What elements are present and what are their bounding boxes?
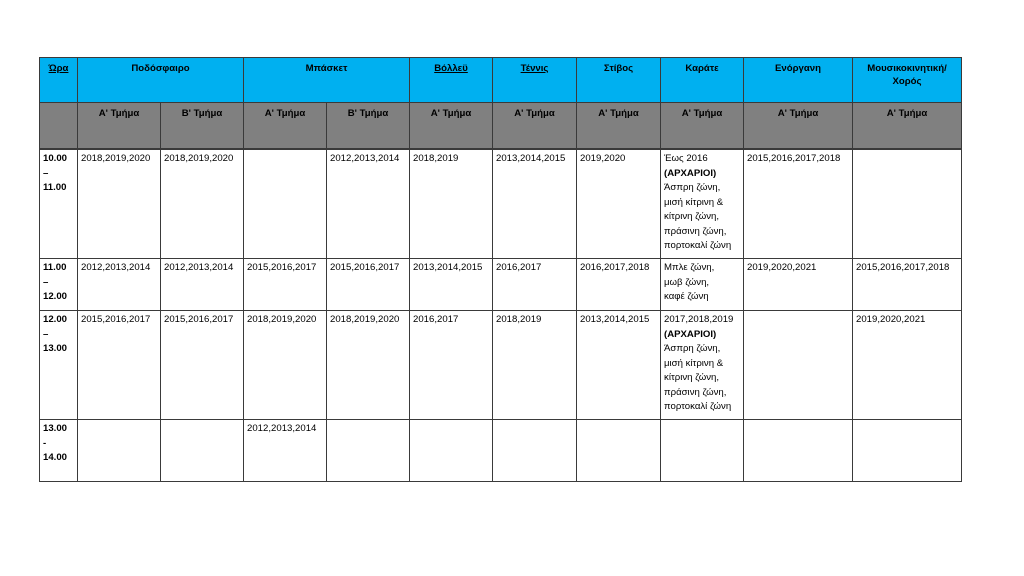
cell-volley: 2013,2014,2015 (410, 259, 493, 311)
cell-football-b (161, 420, 244, 482)
header-gymnastics: Ενόργανη (744, 58, 853, 103)
cell-football-b: 2015,2016,2017 (161, 311, 244, 420)
header-time: Ώρα (40, 58, 78, 103)
header-track: Στίβος (577, 58, 661, 103)
time-cell: 12.00 – 13.00 (40, 311, 78, 420)
header-dance: Μουσικοκινητική/ Χορός (853, 58, 962, 103)
cell-track (577, 420, 661, 482)
cell-football-a: 2015,2016,2017 (78, 311, 161, 420)
cell-basket-b: 2015,2016,2017 (327, 259, 410, 311)
cell-gym: 2015,2016,2017,2018 (744, 150, 853, 259)
section-tennis-a: Α' Τμήμα (493, 103, 577, 149)
time-cell: 13.00 - 14.00 (40, 420, 78, 482)
section-volley-a: Α' Τμήμα (410, 103, 493, 149)
cell-football-a: 2012,2013,2014 (78, 259, 161, 311)
section-karate-a: Α' Τμήμα (661, 103, 744, 149)
cell-dance: 2015,2016,2017,2018 (853, 259, 962, 311)
cell-dance (853, 150, 962, 259)
cell-karate: Μπλε ζώνη, μωβ ζώνη, καφέ ζώνη (661, 259, 744, 311)
cell-dance (853, 420, 962, 482)
cell-gym (744, 420, 853, 482)
cell-volley (410, 420, 493, 482)
section-empty (40, 103, 78, 149)
cell-basket-b (327, 420, 410, 482)
cell-football-b: 2018,2019,2020 (161, 150, 244, 259)
header-basket: Μπάσκετ (244, 58, 410, 103)
section-football-b: Β' Τμήμα (161, 103, 244, 149)
cell-football-b: 2012,2013,2014 (161, 259, 244, 311)
section-dance-a: Α' Τμήμα (853, 103, 962, 149)
cell-basket-b: 2012,2013,2014 (327, 150, 410, 259)
section-track-a: Α' Τμήμα (577, 103, 661, 149)
cell-basket-a: 2018,2019,2020 (244, 311, 327, 420)
cell-karate: 2017,2018,2019 (ΑΡΧΑΡΙΟΙ) Άσπρη ζώνη, μισή κίτρινη & κίτρινη ζώνη, πράσινη ζώνη, πορτοκαλί ζώνη (661, 311, 744, 420)
cell-dance: 2019,2020,2021 (853, 311, 962, 420)
schedule-table (39, 57, 962, 482)
cell-basket-b: 2018,2019,2020 (327, 311, 410, 420)
header-row (40, 58, 962, 103)
table-row (40, 150, 962, 259)
header-karate: Καράτε (661, 58, 744, 103)
header-football: Ποδόσφαιρο (78, 58, 244, 103)
section-row (40, 103, 962, 149)
section-basket-b: Β' Τμήμα (327, 103, 410, 149)
cell-basket-a: 2015,2016,2017 (244, 259, 327, 311)
table-row (40, 311, 962, 420)
cell-tennis: 2016,2017 (493, 259, 577, 311)
section-basket-a: Α' Τμήμα (244, 103, 327, 149)
cell-gym: 2019,2020,2021 (744, 259, 853, 311)
cell-tennis: 2018,2019 (493, 311, 577, 420)
cell-track: 2019,2020 (577, 150, 661, 259)
cell-karate: Έως 2016 (ΑΡΧΑΡΙΟΙ) Άσπρη ζώνη, μισή κίτρινη & κίτρινη ζώνη, πράσινη ζώνη, πορτοκαλί ζώνη (661, 150, 744, 259)
cell-gym (744, 311, 853, 420)
cell-karate (661, 420, 744, 482)
cell-basket-a (244, 150, 327, 259)
cell-track: 2016,2017,2018 (577, 259, 661, 311)
time-cell: 11.00 – 12.00 (40, 259, 78, 311)
cell-track: 2013,2014,2015 (577, 311, 661, 420)
cell-volley: 2016,2017 (410, 311, 493, 420)
cell-football-a: 2018,2019,2020 (78, 150, 161, 259)
cell-tennis: 2013,2014,2015 (493, 150, 577, 259)
cell-basket-a: 2012,2013,2014 (244, 420, 327, 482)
table-row (40, 259, 962, 311)
cell-tennis (493, 420, 577, 482)
cell-volley: 2018,2019 (410, 150, 493, 259)
section-football-a: Α' Τμήμα (78, 103, 161, 149)
table-row (40, 420, 962, 482)
header-volley: Βόλλεϋ (410, 58, 493, 103)
header-tennis: Τέννις (493, 58, 577, 103)
section-gym-a: Α' Τμήμα (744, 103, 853, 149)
time-cell: 10.00 – 11.00 (40, 150, 78, 259)
cell-football-a (78, 420, 161, 482)
